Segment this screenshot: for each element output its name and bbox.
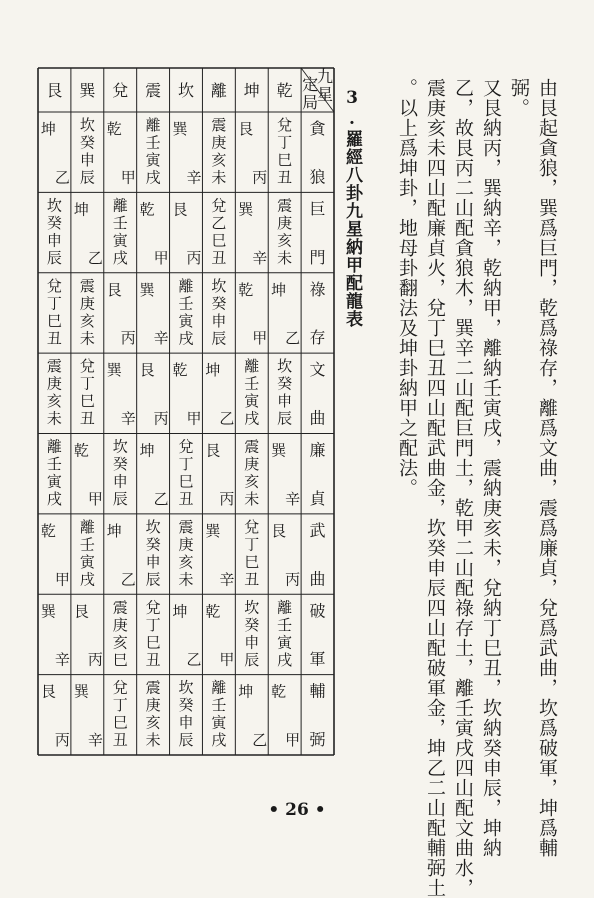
table-cell-text: 震	[46, 357, 62, 376]
table-cell-text: 申	[244, 633, 260, 652]
table-cell-text: 甲	[219, 650, 235, 669]
table-cell-text: 甲	[186, 409, 202, 428]
table-cell-text: 坤	[205, 361, 221, 380]
table-cell-text: 庚	[112, 615, 128, 634]
table-cell-text: 甲	[285, 731, 301, 749]
table-cell-text: 戌	[46, 490, 62, 508]
star-label: 狼	[309, 167, 326, 187]
table-cell-text: 丙	[54, 731, 70, 749]
gua-header: 乾	[276, 81, 293, 100]
star-label: 廉	[309, 440, 326, 460]
table-cell-text: 戌	[244, 409, 260, 428]
table-cell-text: 乾	[238, 280, 254, 299]
table-cell-text: 震	[211, 116, 227, 134]
table-cell-text: 壬	[112, 213, 128, 232]
table-cell-text: 寅	[46, 472, 62, 491]
table-cell-text: 離	[277, 598, 293, 617]
gua-header: 坤	[243, 81, 260, 100]
table-cell-text: 艮	[106, 280, 122, 299]
table-cell-text: 辛	[219, 570, 235, 589]
star-label: 破	[309, 601, 326, 621]
table-cell-text: 震	[244, 437, 260, 456]
table-cell-text: 亥	[112, 633, 128, 652]
table-cell-text: 未	[178, 570, 194, 589]
table-cell-text: 乾	[139, 200, 155, 219]
table-cell-text: 乾	[73, 441, 89, 460]
table-cell-text: 離	[211, 678, 227, 697]
table-cell-text: 巽	[73, 682, 89, 701]
table-cell-text: 申	[79, 151, 95, 169]
table-cell-text: 亥	[178, 552, 194, 571]
table-cell-text: 丑	[79, 409, 95, 428]
table-cell-text: 癸	[244, 615, 260, 634]
table-cell-text: 坎	[46, 196, 62, 215]
table-cell-text: 丙	[285, 570, 301, 589]
table-cell-text: 兌	[79, 357, 95, 376]
table-cell-text: 丙	[153, 409, 169, 428]
table-cell-text: 癸	[79, 133, 95, 152]
table-cell-text: 震	[79, 276, 95, 295]
table-cell-text: 離	[112, 196, 128, 215]
table-cell-text: 亥	[145, 713, 161, 732]
table-cell-text: 戌	[211, 731, 227, 750]
table-cell-text: 亥	[277, 231, 293, 250]
table-cell-text: 丙	[252, 168, 268, 187]
table-cell-text: 庚	[145, 696, 161, 715]
table-cell-text: 未	[46, 409, 62, 428]
table-cell-text: 辛	[54, 650, 70, 669]
paragraph-col-5: 震庚亥未四山配廉貞火，兌丁巳丑四山配武曲金，坎癸申辰四山配破軍金，坤乙二山配輔弼土	[424, 78, 446, 898]
table-cell-text: 乙	[120, 570, 136, 589]
gua-header: 巽	[79, 81, 96, 100]
table-cell-text: 巳	[277, 151, 293, 169]
table-cell-text: 丙	[87, 650, 103, 669]
table-cell-text: 巳	[112, 650, 128, 669]
table-cell-text: 巽	[271, 441, 287, 460]
table-cell-text: 巽	[172, 120, 188, 138]
table-cell-text: 戌	[145, 168, 161, 187]
table-cell-text: 辰	[112, 490, 128, 508]
table-cell-text: 丑	[277, 168, 293, 187]
table-cell-text: 丑	[112, 731, 128, 750]
star-label: 軍	[309, 649, 326, 669]
paragraph-col-1: 由艮起貪狼，巽爲巨門，乾爲祿存，離爲文曲，震爲廉貞，兌爲武曲，坎爲破軍，坤爲輔	[536, 78, 558, 858]
table-cell-text: 癸	[145, 535, 161, 554]
table-cell-text: 兌	[112, 678, 128, 697]
table-cell-text: 壬	[244, 374, 260, 393]
table-cell-text: 巳	[211, 231, 227, 250]
table-cell-text: 辛	[186, 168, 202, 187]
table-cell-text: 亥	[79, 311, 95, 330]
table-cell-text: 巳	[112, 713, 128, 732]
table-cell-text: 寅	[79, 552, 95, 571]
table-cell-text: 艮	[40, 682, 56, 701]
table-cell-text: 丑	[244, 570, 260, 589]
table-cell-text: 丙	[120, 329, 136, 348]
table-cell-text: 癸	[112, 455, 128, 473]
table-cell-text: 辰	[277, 409, 293, 428]
table-cell-text: 兌	[46, 276, 62, 295]
table-cell-text: 未	[145, 731, 161, 750]
star-label: 曲	[309, 408, 326, 428]
table-cell-text: 癸	[46, 213, 62, 232]
table-cell-text: 離	[178, 276, 194, 295]
table-cell-text: 坤	[73, 200, 89, 219]
table-cell-text: 巽	[238, 200, 254, 219]
table-cell-text: 巳	[79, 392, 95, 411]
table-cell-text: 申	[145, 552, 161, 571]
table-cell-text: 乙	[219, 409, 235, 428]
table-cell-text: 辰	[46, 248, 62, 267]
table-cell-text: 艮	[238, 120, 254, 138]
table-cell-text: 未	[277, 248, 293, 267]
table-cell-text: 乙	[186, 650, 202, 669]
table-cell-text: 離	[79, 517, 95, 536]
table-cell-text: 寅	[277, 633, 293, 652]
table-cell-text: 震	[145, 678, 161, 697]
table-cell-text: 乙	[211, 213, 227, 232]
table-cell-text: 辰	[244, 650, 260, 669]
table-cell-text: 坤	[139, 441, 155, 460]
table-cell-text: 壬	[277, 615, 293, 634]
star-label: 輔	[309, 681, 326, 701]
corner-bottom-label: 定	[302, 75, 319, 94]
table-cell-text: 乾	[205, 602, 221, 621]
gua-header: 兌	[112, 81, 129, 100]
table-cell-text: 乙	[285, 329, 301, 348]
table-cell-text: 亥	[244, 472, 260, 491]
table-cell-text: 坎	[112, 437, 128, 456]
table-cell-text: 甲	[87, 489, 103, 508]
table-cell-text: 乙	[54, 168, 70, 187]
gua-header: 坎	[177, 81, 195, 100]
table-cell-text: 震	[178, 517, 194, 536]
star-label: 武	[309, 520, 326, 540]
table-cell-text: 辛	[153, 329, 169, 348]
table-cell-text: 震	[112, 598, 128, 617]
star-label: 貞	[309, 488, 326, 508]
table-cell-text: 未	[79, 329, 95, 348]
table-cell-text: 乾	[271, 682, 287, 701]
table-cell-text: 丁	[112, 696, 128, 715]
table-cell-text: 乙	[153, 489, 169, 508]
table-cell-text: 巽	[40, 602, 56, 621]
table-cell-text: 巽	[205, 521, 221, 540]
table-cell-text: 坎	[244, 598, 260, 617]
table-cell-text: 坤	[238, 682, 254, 701]
table-cell-text: 乾	[40, 521, 56, 540]
table-cell-text: 乙	[87, 248, 103, 267]
table-cell-text: 庚	[244, 455, 260, 473]
table-cell-text: 申	[277, 392, 293, 411]
table-cell-text: 乾	[172, 361, 188, 380]
table-cell-text: 坎	[211, 276, 227, 295]
table-cell-text: 辛	[252, 248, 268, 267]
star-label: 文	[309, 360, 326, 380]
table-cell-text: 壬	[145, 133, 161, 152]
table-cell-text: 庚	[211, 133, 227, 152]
table-cell-text: 寅	[178, 311, 194, 330]
table-cell-text: 丁	[145, 615, 161, 634]
table-cell-text: 乙	[252, 731, 268, 749]
table-cell-text: 兌	[145, 598, 161, 617]
table-cell-text: 巳	[46, 311, 62, 330]
table-cell-text: 壬	[211, 696, 227, 715]
paragraph-col-2: 弼。	[508, 78, 530, 118]
table-cell-text: 辛	[285, 489, 301, 508]
star-label: 門	[309, 247, 326, 267]
corner-top-label: 星	[316, 85, 334, 104]
table-cell-text: 庚	[277, 213, 293, 232]
table-cell-text: 坤	[106, 521, 122, 540]
table-cell-text: 坤	[40, 120, 56, 138]
star-label: 存	[309, 328, 326, 348]
star-label: 弼	[309, 730, 326, 749]
table-cell-text: 艮	[139, 361, 155, 380]
table-cell-text: 丁	[79, 374, 95, 393]
table-cell-text: 丁	[46, 294, 62, 313]
corner-top-label: 九	[316, 67, 334, 86]
table-cell-text: 艮	[172, 200, 188, 219]
table-cell-text: 兌	[277, 116, 293, 134]
table-cell-text: 丑	[178, 490, 194, 508]
table-cell-text: 坎	[145, 517, 161, 536]
table-cell-text: 亥	[46, 392, 62, 411]
table-cell-text: 辰	[178, 731, 194, 750]
table-cell-text: 離	[244, 357, 260, 376]
table-cell-text: 申	[112, 472, 128, 491]
table-cell-text: 寅	[112, 231, 128, 250]
table-cell-text: 戌	[79, 570, 95, 589]
table-cell-text: 辰	[79, 168, 95, 187]
table-cell-text: 庚	[79, 294, 95, 313]
table-cell-text: 甲	[153, 248, 169, 267]
table-cell-text: 巽	[106, 361, 122, 380]
table-cell-text: 坎	[178, 678, 194, 697]
table-cell-text: 癸	[211, 294, 227, 313]
table-cell-text: 未	[211, 168, 227, 187]
star-label: 巨	[309, 199, 326, 219]
table-cell-text: 申	[46, 231, 62, 250]
table-cell-text: 丁	[244, 535, 260, 554]
paragraph-col-4: 乙，故艮丙二山配貪狼木，巽辛二山配巨門土，乾甲二山配祿存土，離壬寅戌四山配文曲水，	[452, 78, 474, 898]
table-cell-text: 巽	[139, 280, 155, 299]
table-cell-text: 坤	[271, 280, 287, 299]
table-cell-text: 庚	[178, 535, 194, 554]
table-cell-text: 丙	[186, 248, 202, 267]
star-label: 貪	[309, 119, 326, 138]
table-cell-text: 丑	[211, 248, 227, 267]
table-cell-text: 癸	[277, 374, 293, 393]
table-cell-text: 巳	[145, 633, 161, 652]
table-cell-text: 戌	[277, 650, 293, 669]
table-cell-text: 丁	[178, 455, 194, 473]
table-cell-text: 震	[277, 196, 293, 215]
page-number: • 26 •	[268, 800, 326, 820]
table-cell-text: 離	[46, 437, 62, 456]
table-cell-text: 甲	[120, 168, 136, 187]
table-cell-text: 亥	[211, 151, 227, 169]
table-cell-text: 乾	[106, 120, 122, 138]
section-title: 3.羅經八卦九星納甲配龍表	[342, 88, 362, 328]
table-cell-text: 坎	[277, 357, 293, 376]
table-cell-text: 辛	[87, 731, 103, 749]
gua-header: 艮	[46, 81, 63, 100]
star-label: 祿	[309, 279, 326, 299]
table-cell-text: 甲	[252, 329, 268, 348]
gua-header: 震	[145, 81, 162, 100]
table-cell-text: 申	[178, 713, 194, 732]
star-label: 曲	[309, 569, 326, 589]
table-cell-text: 辰	[211, 329, 227, 348]
table-cell-text: 辛	[120, 409, 136, 428]
table-cell-text: 甲	[54, 570, 70, 589]
table-cell-text: 坎	[79, 116, 95, 134]
table-cell-text: 未	[244, 490, 260, 508]
table-cell-text: 寅	[211, 713, 227, 732]
table-cell-text: 兌	[244, 517, 260, 536]
table-cell-text: 兌	[178, 437, 194, 456]
table-cell-text: 丑	[145, 650, 161, 669]
table-cell-text: 離	[145, 116, 161, 134]
table-cell-text: 寅	[145, 151, 161, 169]
table-cell-text: 癸	[178, 696, 194, 715]
table-cell-text: 坤	[172, 602, 188, 621]
table-cell-text: 壬	[46, 455, 62, 473]
table-cell-text: 丙	[219, 489, 235, 508]
table-cell-text: 申	[211, 311, 227, 330]
table-cell-text: 艮	[271, 521, 287, 540]
table-cell-text: 庚	[46, 374, 62, 393]
table-cell-text: 辰	[145, 570, 161, 589]
table-cell-text: 丁	[277, 133, 293, 152]
table-cell-text: 壬	[178, 294, 194, 313]
table-cell-text: 巳	[178, 472, 194, 491]
paragraph-col-6: 。以上爲坤卦，地母卦翻法及坤卦納甲之配法。	[396, 78, 418, 498]
gua-header: 離	[210, 81, 227, 100]
table-cell-text: 巳	[244, 552, 260, 571]
corner-bottom-label: 局	[302, 93, 319, 112]
table-cell-text: 丑	[46, 329, 62, 348]
table-cell-text: 戌	[178, 329, 194, 348]
paragraph-col-3: 又艮納丙，巽納辛，乾納甲，離納壬寅戌，震納庚亥未，兌納丁巳丑，坎納癸申辰，坤納	[480, 78, 502, 858]
table-cell-text: 艮	[73, 602, 89, 621]
table-cell-text: 艮	[205, 441, 221, 460]
table-cell-text: 寅	[244, 392, 260, 411]
table-cell-text: 壬	[79, 535, 95, 554]
table-cell-text: 戌	[112, 248, 128, 267]
table-cell-text: 兌	[211, 196, 227, 215]
